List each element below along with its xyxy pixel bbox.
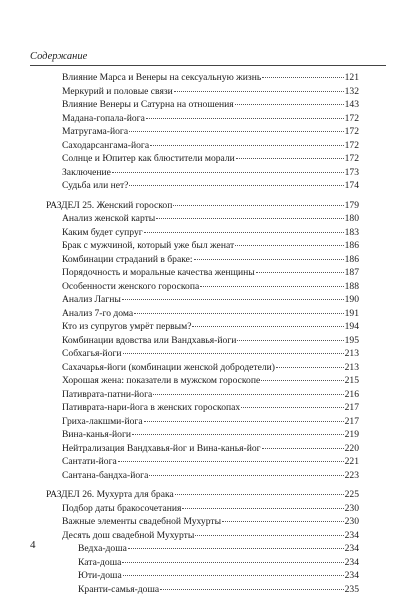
toc-entry-title: Сантати-йога xyxy=(62,456,117,467)
toc-page-number: 183 xyxy=(344,226,359,238)
toc-entry-title: Влияние Венеры и Сатурна на отношения xyxy=(62,99,234,110)
toc-entry-title: Анализ женской карты xyxy=(62,213,156,224)
toc-page-number: 132 xyxy=(344,85,359,97)
toc-entry[interactable] xyxy=(30,212,359,226)
toc-entry-title: Ведха-доша xyxy=(78,543,127,554)
toc-entry[interactable] xyxy=(30,556,359,570)
toc-entry[interactable] xyxy=(30,569,359,583)
toc-entry-title: Собхагья-йоги xyxy=(62,348,122,359)
toc-page-number: 195 xyxy=(344,334,359,346)
toc-entry[interactable] xyxy=(30,239,359,253)
toc-entry[interactable] xyxy=(30,347,359,361)
toc-page-number: 191 xyxy=(344,307,359,319)
toc-page-number: 221 xyxy=(344,456,359,467)
toc-entry[interactable] xyxy=(30,361,359,375)
toc-page-number: 234 xyxy=(344,570,359,581)
dot-leader xyxy=(236,158,344,159)
toc-entry[interactable] xyxy=(30,307,359,321)
toc-entry[interactable] xyxy=(30,428,359,442)
toc-page-number: 234 xyxy=(344,529,359,541)
table-of-contents xyxy=(30,71,359,596)
toc-page-number: 215 xyxy=(344,375,359,386)
toc-entry-title: Влияние Марса и Венеры на сексуальную жизнь xyxy=(62,72,262,83)
toc-entry-title: РАЗДЕЛ 25. Женский гороскоп xyxy=(46,199,173,211)
toc-entry[interactable] xyxy=(30,455,359,469)
toc-entry-title: Порядочность и моральные качества женщины xyxy=(62,267,255,278)
toc-page-number: 172 xyxy=(344,126,359,137)
toc-entry-title: Кто из супругов умрёт первым? xyxy=(62,321,192,332)
toc-page-number: 217 xyxy=(344,402,359,413)
toc-entry-title: Комбинации вдовства или Вандхавья-йоги xyxy=(62,334,237,346)
dot-leader xyxy=(194,259,344,260)
toc-page-number: 186 xyxy=(344,253,359,265)
toc-entry[interactable] xyxy=(30,293,359,307)
toc-entry[interactable] xyxy=(30,253,359,267)
toc-entry-title: Пативрата-нари-йога в женских гороскопах xyxy=(62,402,241,413)
dot-leader xyxy=(134,313,343,314)
toc-entry-title: Солнце и Юпитер как блюстители морали xyxy=(62,153,235,164)
toc-entry[interactable] xyxy=(30,469,359,483)
toc-page-number: 172 xyxy=(344,139,359,151)
toc-entry-title: Сантана-бандха-йога xyxy=(62,469,149,481)
dot-leader xyxy=(129,185,343,186)
toc-page-number: 225 xyxy=(344,489,359,500)
dot-leader xyxy=(149,475,343,476)
toc-entry-title: Анализ 7-го дома xyxy=(62,307,134,319)
toc-page-number: 234 xyxy=(344,543,359,554)
toc-entry[interactable] xyxy=(30,112,359,126)
toc-section-heading[interactable] xyxy=(30,488,359,502)
dot-leader xyxy=(118,461,344,462)
dot-leader xyxy=(144,232,344,233)
toc-page-number: 223 xyxy=(344,469,359,481)
dot-leader xyxy=(128,548,344,549)
dot-leader xyxy=(222,521,344,522)
toc-entry-title: Нейтрализация Вандхавья-йог и Вина-канья-йог xyxy=(62,442,261,454)
toc-entry[interactable] xyxy=(30,139,359,153)
toc-entry-title: Брак с мужчиной, который уже был женат xyxy=(62,240,235,251)
toc-entry-title: Кранти-самья-доша xyxy=(78,583,160,595)
toc-page-number: 174 xyxy=(344,180,359,191)
toc-entry-title: Каким будет супруг xyxy=(62,226,143,238)
toc-entry[interactable] xyxy=(30,388,359,402)
toc-entry[interactable] xyxy=(30,515,359,529)
toc-page-number: 220 xyxy=(344,442,359,454)
toc-page-number: 216 xyxy=(344,388,359,400)
toc-entry-title: РАЗДЕЛ 26. Мухурта для брака xyxy=(46,489,174,500)
toc-entry[interactable] xyxy=(30,502,359,516)
dot-leader xyxy=(174,91,344,92)
dot-leader xyxy=(122,562,343,563)
toc-entry-title: Гриха-лакшми-йога xyxy=(62,415,143,427)
dot-leader xyxy=(153,394,343,395)
toc-entry-title: Меркурий и половые связи xyxy=(62,85,173,97)
toc-entry-title: Десять дош свадебной Мухурты xyxy=(62,529,195,541)
toc-page-number: 217 xyxy=(344,415,359,427)
toc-page-number: 121 xyxy=(344,72,359,83)
dot-leader xyxy=(200,286,343,287)
toc-page-number: 172 xyxy=(344,153,359,164)
toc-page-number: 143 xyxy=(344,99,359,110)
toc-entry[interactable] xyxy=(30,71,359,85)
dot-leader xyxy=(192,326,343,327)
toc-page-number: 194 xyxy=(344,321,359,332)
toc-entry-title: Заключение xyxy=(62,166,111,178)
toc-section-heading[interactable] xyxy=(30,199,359,213)
toc-entry[interactable] xyxy=(30,226,359,240)
toc-entry[interactable] xyxy=(30,442,359,456)
toc-entry-title: Комбинации страданий в браке: xyxy=(62,253,193,265)
toc-entry[interactable] xyxy=(30,542,359,556)
toc-page-number: 179 xyxy=(344,199,359,211)
toc-entry[interactable] xyxy=(30,85,359,99)
toc-page-number: 213 xyxy=(344,348,359,359)
dot-leader xyxy=(276,367,344,368)
page-number: 4 xyxy=(30,539,36,551)
dot-leader xyxy=(241,407,343,408)
dot-leader xyxy=(262,77,343,78)
toc-page-number: 180 xyxy=(344,213,359,224)
toc-entry[interactable] xyxy=(30,98,359,112)
toc-entry-title: Вина-канья-йоги xyxy=(62,429,132,440)
toc-entry[interactable] xyxy=(30,125,359,139)
dot-leader xyxy=(112,172,344,173)
dot-leader xyxy=(175,494,344,495)
dot-leader xyxy=(144,421,344,422)
toc-page-number: 234 xyxy=(344,556,359,568)
toc-page-number: 188 xyxy=(344,280,359,292)
toc-entry[interactable] xyxy=(30,179,359,193)
dot-leader xyxy=(195,535,343,536)
toc-entry-title: Сахачарья-йоги (комбинации женской добродетели) xyxy=(62,361,275,373)
toc-page-number: 190 xyxy=(344,294,359,305)
toc-page-number: 172 xyxy=(344,112,359,124)
dot-leader xyxy=(146,118,344,119)
toc-entry[interactable] xyxy=(30,583,359,597)
dot-leader xyxy=(261,380,343,381)
dot-leader xyxy=(173,205,343,206)
toc-entry-title: Подбор даты бракосочетания xyxy=(62,502,182,514)
dot-leader xyxy=(235,245,343,246)
toc-page-number: 230 xyxy=(344,516,359,527)
dot-leader xyxy=(182,508,343,509)
dot-leader xyxy=(262,448,344,449)
toc-entry[interactable] xyxy=(30,266,359,280)
toc-entry-title: Ката-доша xyxy=(78,556,122,568)
toc-entry[interactable] xyxy=(30,374,359,388)
toc-entry-title: Анализ Лагны xyxy=(62,294,121,305)
toc-entry[interactable] xyxy=(30,166,359,180)
toc-entry[interactable] xyxy=(30,280,359,294)
toc-page-number: 173 xyxy=(344,166,359,178)
dot-leader xyxy=(235,104,344,105)
toc-entry-title: Юти-доша xyxy=(78,570,122,581)
dot-leader xyxy=(160,589,343,590)
toc-entry-title: Важные элементы свадебной Мухурты xyxy=(62,516,222,527)
running-header: Содержание xyxy=(30,51,88,62)
toc-page-number: 235 xyxy=(344,583,359,595)
toc-entry[interactable] xyxy=(30,401,359,415)
toc-entry[interactable] xyxy=(30,334,359,348)
toc-entry-title: Матругама-йога xyxy=(62,126,129,137)
dot-leader xyxy=(237,340,343,341)
dot-leader xyxy=(123,575,344,576)
toc-entry-title: Саходарсангама-йога xyxy=(62,139,150,151)
toc-page-number: 213 xyxy=(344,361,359,373)
dot-leader xyxy=(122,299,344,300)
toc-entry[interactable] xyxy=(30,152,359,166)
toc-entry-title: Хорошая жена: показатели в мужском гороскопе xyxy=(62,375,261,386)
dot-leader xyxy=(129,131,344,132)
toc-entry[interactable] xyxy=(30,320,359,334)
toc-entry-title: Особенности женского гороскопа xyxy=(62,280,200,292)
header-rule xyxy=(30,65,386,66)
toc-entry-title: Судьба или нет? xyxy=(62,180,129,191)
toc-page-number: 187 xyxy=(344,267,359,278)
toc-entry-title: Мадана-гопала-йога xyxy=(62,112,145,124)
toc-page-number: 186 xyxy=(344,240,359,251)
dot-leader xyxy=(156,218,343,219)
dot-leader xyxy=(150,145,344,146)
toc-page-number: 230 xyxy=(344,502,359,514)
toc-entry[interactable] xyxy=(30,415,359,429)
dot-leader xyxy=(123,353,344,354)
toc-entry-title: Пативрата-патни-йога xyxy=(62,388,153,400)
dot-leader xyxy=(132,434,344,435)
toc-entry[interactable] xyxy=(30,529,359,543)
toc-page-number: 219 xyxy=(344,429,359,440)
dot-leader xyxy=(256,272,344,273)
